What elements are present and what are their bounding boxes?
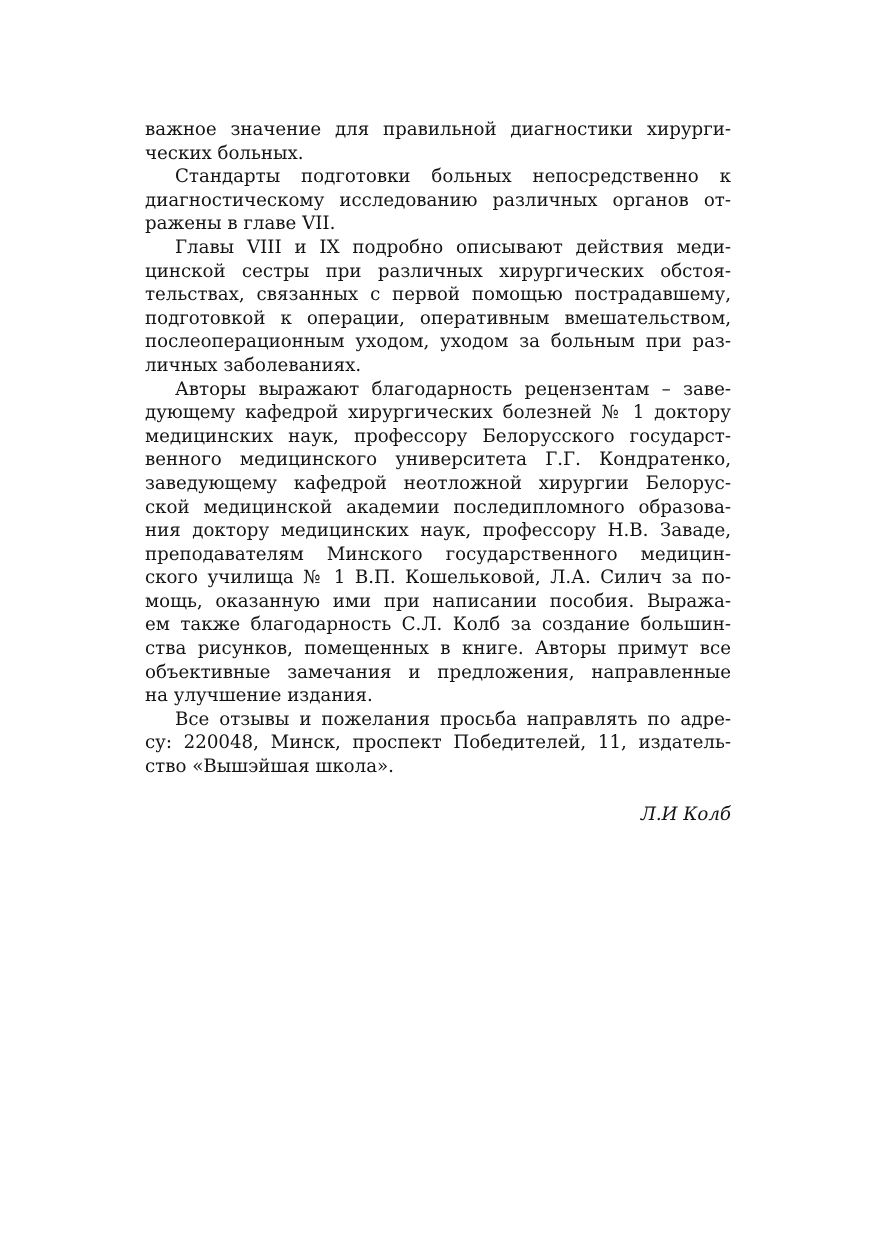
text-line: ния доктору медицинских наук, профессору Н.В. Заваде, — [145, 520, 731, 542]
text-line: дующему кафедрой хирургических болезней № 1 доктору — [145, 402, 731, 424]
author-signature: Л.И Колб — [640, 803, 731, 825]
paragraph-5 — [145, 708, 731, 779]
text-line: объективные замечания и предложения, направленные — [145, 661, 731, 683]
text-line: подготовкой к операции, оперативным вмешательством, — [145, 307, 731, 329]
text-line: заведующему кафедрой неотложной хирургии Белорус- — [145, 472, 731, 494]
text-line: венного медицинского университета Г.Г. Кондратенко, — [145, 449, 731, 471]
text-line: личных заболеваниях. — [145, 354, 362, 376]
paragraph-4 — [145, 378, 731, 708]
paragraph-1 — [145, 118, 731, 165]
text-line: тельствах, связанных с первой помощью пострадавшему, — [145, 284, 731, 306]
text-line: ем также благодарность С.Л. Колб за создание большин- — [145, 614, 731, 636]
text-line: важное значение для правильной диагностики хирурги- — [145, 119, 731, 140]
paragraph-2 — [145, 165, 731, 236]
text-line: ство «Вышэйшая школа». — [145, 756, 394, 778]
text-line: Все отзывы и пожелания просьба направлять по адре- — [175, 708, 731, 730]
text-line: ского училища № 1 В.П. Кошельковой, Л.А. Силич за по- — [145, 567, 731, 589]
text-line: ческих больных. — [145, 142, 304, 164]
text-line: мощь, оказанную ими при написании пособия. Выража- — [145, 590, 731, 612]
text-line: ражены в главе VII. — [145, 213, 336, 235]
paragraph-3 — [145, 236, 731, 378]
text-line: преподавателям Минского государственного медицин- — [145, 543, 731, 565]
text-line: цинской сестры при различных хирургических обстоя- — [145, 260, 731, 282]
text-line: Авторы выражают благодарность рецензентам – заве- — [175, 378, 731, 400]
text-line: Стандарты подготовки больных непосредственно к — [175, 166, 731, 188]
document-page — [145, 118, 731, 826]
text-line: су: 220048, Минск, проспект Победителей, 11, издатель- — [145, 732, 731, 754]
text-line: послеоперационным уходом, уходом за больным при раз- — [145, 331, 731, 353]
text-line: ской медицинской академии последипломного образова- — [145, 496, 731, 518]
text-line: Главы VIII и IX подробно описывают действия меди- — [175, 236, 731, 258]
text-line: ства рисунков, помещенных в книге. Авторы примут все — [145, 638, 731, 660]
text-line: на улучшение издания. — [145, 685, 373, 707]
text-line: медицинских наук, профессору Белорусского государст- — [145, 425, 731, 447]
text-line: диагностическому исследованию различных органов от- — [145, 189, 731, 211]
